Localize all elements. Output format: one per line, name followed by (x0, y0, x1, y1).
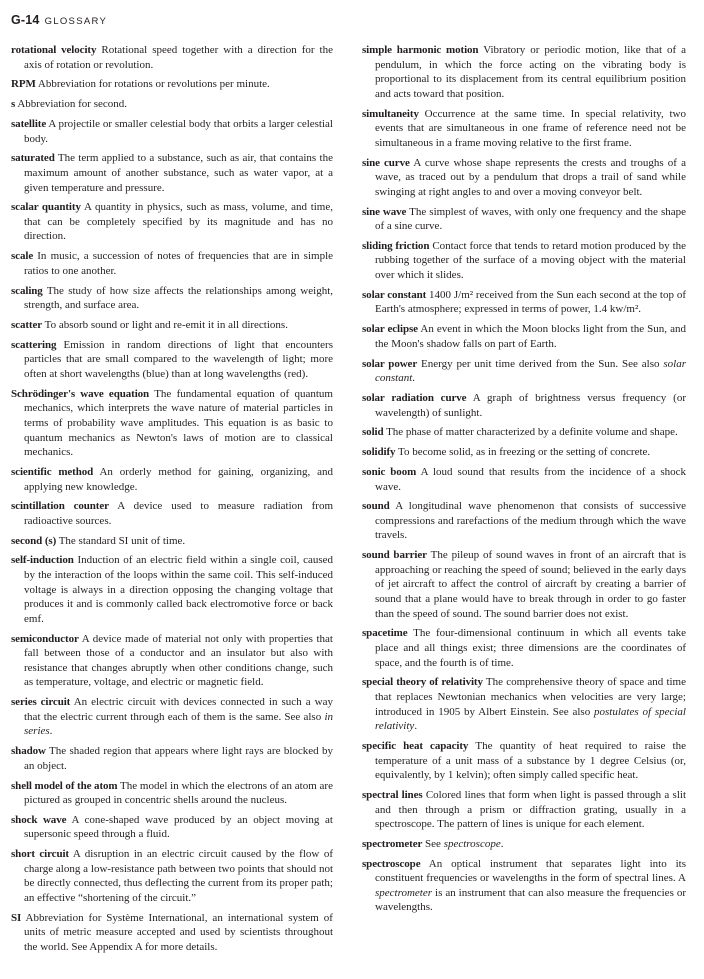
glossary-entry (362, 391, 686, 420)
definition-text: Occurrence at the same time. In special relativity, two events that are simultaneous in one frame of reference need not be simultaneous in a frame moving relative to the first frame. (375, 107, 686, 149)
glossary-definition (24, 152, 333, 193)
glossary-entry (11, 97, 333, 112)
glossary-term: scintillation counter (11, 500, 109, 513)
glossary-term: spectrometer (362, 837, 423, 850)
glossary-term: spectral lines (362, 788, 423, 801)
definition-text: A loud sound that results from the incidence of a shock wave. (375, 465, 686, 493)
glossary-term: scaling (11, 284, 43, 297)
glossary-term: solar constant (362, 288, 427, 301)
glossary-entry (11, 43, 333, 72)
definition-text: The quantity of heat required to raise the temperature of a unit mass of a substance by 1 degree Celsius (or, equivalently, by 1 kelvin); often simply called specific heat. (375, 739, 686, 782)
glossary-entry (11, 284, 333, 313)
glossary-entry (11, 151, 333, 195)
glossary-term: sliding friction (362, 239, 430, 252)
definition-text: The standard SI unit of time. (58, 534, 186, 547)
glossary-term: self-induction (11, 554, 74, 567)
definition-text: . (49, 725, 53, 738)
definition-text: A disruption in an electric circuit caused by the flow of charge along a low-resistance path between two points that should not be directly connected, thus deflecting the current from its proper path; an effective “shortening of the circuit.” (24, 848, 333, 905)
glossary-definition (24, 339, 333, 380)
glossary-term: solar power (362, 357, 418, 370)
definition-text: Vibratory or periodic motion, like that of a pendulum, in which the force acting on the vibrating body is proportional to its displacement from its central equilibrium position and acts toward that position. (375, 44, 687, 100)
glossary-term: series circuit (11, 696, 71, 709)
glossary-definition (24, 814, 333, 841)
definition-text: Colored lines that form when light is passed through a slit and then through a prism or diffraction grating, usually in a spectroscope. The pattern of lines is unique for each element. (375, 788, 686, 831)
definition-text: . (500, 837, 504, 850)
glossary-term: rotational velocity (11, 44, 97, 56)
glossary-term: solar radiation curve (362, 391, 467, 404)
glossary-entry (362, 445, 686, 460)
definition-text: An event in which the Moon blocks light from the Sun, and the Moon's shadow falls on part of Earth. (375, 323, 686, 350)
glossary-entry (362, 837, 686, 852)
glossary-term: sound (362, 500, 390, 513)
glossary-term: scatter (11, 319, 43, 331)
glossary-entry (362, 499, 686, 543)
definition-text: The term applied to a substance, such as air, that contains the maximum amount of another substance, such as water vapor, at a given temperature and pressure. (24, 152, 333, 194)
definition-text: An orderly method for gaining, organizing, and applying new knowledge. (24, 465, 333, 493)
glossary-entry (11, 632, 333, 690)
glossary-definition (17, 98, 127, 110)
definition-text: Induction of an electric field within a single coil, caused by the interaction of the loops within the same coil. This self-induced voltage is always in a direction opposing the changing voltage that produces it and is commonly called back electromotive force or back emf. (24, 554, 333, 625)
glossary-entry (11, 499, 333, 528)
glossary-term: scientific method (11, 465, 94, 478)
definition-text: Energy per unit time derived from the Sun. See also (421, 357, 664, 370)
definition-text: The shaded region that appears where light rays are blocked by an object. (24, 745, 333, 772)
definition-text: To absorb sound or light and re-emit it in all directions. (44, 319, 288, 331)
glossary-entry (11, 911, 333, 955)
glossary-term: short circuit (11, 848, 69, 861)
glossary-term: sound barrier (362, 549, 427, 562)
glossary-entry (11, 695, 333, 739)
definition-text: Abbreviation for second. (17, 98, 128, 111)
glossary-definition (375, 500, 686, 541)
glossary-term: scalar quantity (11, 201, 81, 214)
definition-text: 1400 J/m² received from the Sun each second at the top of Earth's atmosphere; expressed in terms of power, 1.4 kw/m². (375, 288, 686, 316)
glossary-entry (11, 318, 333, 333)
cross-reference: spectrometer (375, 886, 433, 899)
glossary-term: solar eclipse (362, 323, 418, 336)
definition-text: A quantity in physics, such as mass, volume, and time, that can be completely specified by its magnitude and has no direction. (24, 201, 333, 243)
definition-text: The four-dimensional continuum in which all events take place and all things exist; three dimensions are the coordinates of space, and the fourth is of time. (375, 627, 687, 669)
glossary-entry (362, 322, 686, 351)
glossary-term: simple harmonic motion (362, 44, 479, 56)
page-header (11, 11, 107, 27)
glossary-entry (362, 739, 686, 783)
section-title: GLOSSARY (44, 16, 108, 27)
glossary-entry (11, 553, 333, 626)
definition-text: is an instrument that can also measure the frequencies or wavelengths. (375, 886, 686, 914)
definition-text: The simplest of waves, with only one frequency and the shape of a sine curve. (375, 205, 687, 233)
definition-text: . (414, 720, 418, 733)
glossary-definition (386, 426, 678, 438)
definition-text: Abbreviation for Système International, an international system of units of metric measure accepted and used by scientists throughout the world. See Appendix A for more details. (24, 911, 333, 953)
glossary-definition (375, 206, 686, 233)
glossary-term: RPM (11, 78, 36, 91)
glossary-entry (11, 200, 333, 244)
definition-text: An optical instrument that separates light into its constituent frequencies or wavelengths in the form of spectral lines. A (375, 857, 686, 885)
glossary-term: spacetime (362, 627, 408, 640)
glossary-term: shadow (11, 745, 46, 758)
cross-reference: solar constant (375, 357, 687, 385)
glossary-definition (24, 696, 333, 737)
definition-text: See (425, 837, 444, 850)
glossary-definition (375, 858, 686, 914)
glossary-entry (362, 156, 686, 200)
cross-reference: postulates of special relativity (375, 705, 686, 733)
glossary-term: solid (362, 426, 384, 439)
glossary-term: saturated (11, 152, 55, 165)
glossary-entry (11, 387, 333, 460)
definition-text: Abbreviation for rotations or revolutions per minute. (37, 78, 270, 91)
glossary-entry (362, 425, 686, 440)
left-column (11, 43, 333, 960)
glossary-entry (11, 249, 333, 278)
glossary-entry (11, 465, 333, 494)
glossary-term: satellite (11, 117, 47, 130)
glossary-entry (11, 534, 333, 549)
definition-text: An electric circuit with devices connected in such a way that the electric current through each of them is the same. See also (24, 696, 333, 723)
glossary-entry (362, 288, 686, 317)
definition-text: A device made of material not only with properties that fall between those of a conductor and an insulator but also with resistance that changes abruptly when other conditions change, such as temperature, voltage, and electric or magnetic field. (24, 632, 333, 689)
glossary-entry (11, 338, 333, 382)
glossary-entry (11, 744, 333, 773)
definition-text: . (412, 372, 416, 385)
definition-text: The pileup of sound waves in front of an aircraft that is approaching or reaching the speed of sound; believed in the early days of jet aircraft to affect the control of aircraft by creating a barrier of sound that a plane would have to break through in order to go faster than the speed of sound. The sound barrier does not exist. (375, 549, 687, 620)
definition-text: Emission in random directions of light that encounters particles that are small compared to the wavelength of light; more often at short wavelengths (blue) than at long wavelengths (red). (24, 338, 333, 380)
definition-text: The phase of matter characterized by a definite volume and shape. (386, 426, 678, 439)
glossary-entry (362, 465, 686, 494)
definition-text: Rotational speed together with a direction for the axis of rotation or revolution. (24, 44, 334, 71)
page-number: G-14 (11, 13, 40, 27)
glossary-definition (38, 78, 270, 90)
glossary-term: scattering (11, 338, 57, 351)
definition-text: Contact force that tends to retard motion produced by the rubbing together of the surface of a moving object with the material over which it slides. (375, 239, 687, 282)
glossary-term: spectroscope (362, 857, 421, 870)
cross-reference: spectroscope (443, 837, 501, 850)
glossary-term: sine wave (362, 205, 407, 218)
glossary-definition (24, 848, 333, 904)
glossary-definition (425, 838, 503, 850)
glossary-definition (398, 446, 650, 458)
glossary-term: sine curve (362, 156, 410, 169)
glossary-entry (362, 548, 686, 621)
glossary-term: Schrödinger's wave equation (11, 387, 150, 400)
definition-text: A device used to measure radiation from radioactive sources. (24, 500, 333, 527)
glossary-definition (375, 466, 686, 493)
glossary-definition (375, 358, 686, 385)
glossary-term: simultaneity (362, 107, 419, 120)
glossary-entry (362, 857, 686, 915)
glossary-entry (11, 847, 333, 905)
glossary-term: s (11, 98, 16, 111)
glossary-entry (11, 117, 333, 146)
glossary-definition (59, 535, 185, 547)
glossary-entry (362, 357, 686, 386)
glossary-term: specific heat capacity (362, 739, 469, 752)
glossary-definition (24, 250, 333, 277)
glossary-term: shock wave (11, 813, 67, 826)
glossary-entry (362, 205, 686, 234)
glossary-term: special theory of relativity (362, 676, 483, 689)
glossary-term: semiconductor (11, 632, 79, 645)
definition-text: A curve whose shape represents the crests and troughs of a wave, as traced out by a pendulum that drops a trail of sand while swinging at right angles to and over a moving conveyor belt. (375, 156, 686, 198)
glossary-term: sonic boom (362, 465, 417, 478)
glossary-definition (375, 157, 686, 198)
glossary-entry (11, 813, 333, 842)
glossary-term: SI (11, 911, 22, 924)
definition-text: The fundamental equation of quantum mechanics, which interprets the wave nature of material particles in terms of probability wave amplitudes. This equation is as basic to quantum mechanics as Newton's laws of motion are to classical mechanics. (24, 387, 333, 459)
glossary-definition (375, 323, 686, 350)
right-column (362, 43, 686, 920)
definition-text: To become solid, as in freezing or the setting of concrete. (398, 446, 651, 459)
glossary-term: solidify (362, 446, 396, 459)
glossary-entry (362, 239, 686, 283)
definition-text: A projectile or smaller celestial body that orbits a larger celestial body. (24, 117, 333, 145)
glossary-entry (362, 788, 686, 832)
definition-text: In music, a succession of notes of frequencies that are in simple ratios to one another. (24, 250, 334, 277)
glossary-term: scale (11, 250, 34, 263)
glossary-definition (24, 118, 333, 145)
glossary-definition (375, 108, 686, 149)
definition-text: The comprehensive theory of space and time that replaces Newtonian mechanics when velocities are very large; introduced in 1905 by Albert Einstein. See also (375, 676, 686, 718)
definition-text: A cone-shaped wave produced by an object moving at supersonic speed through a fluid. (24, 813, 333, 841)
glossary-entry (362, 107, 686, 151)
definition-text: The model in which the electrons of an atom are pictured as grouped in concentric shells around the nucleus. (24, 779, 333, 807)
glossary-entry (362, 626, 686, 670)
glossary-definition (24, 912, 333, 953)
glossary-term: second (s) (11, 534, 57, 547)
glossary-entry (11, 77, 333, 92)
glossary-term: shell model of the atom (11, 779, 118, 792)
glossary-entry (362, 43, 686, 101)
glossary-definition (24, 285, 333, 312)
glossary-definition (375, 627, 686, 668)
glossary-entry (362, 675, 686, 733)
glossary-definition (45, 319, 288, 331)
definition-text: The study of how size affects the relationships among weight, strength, and surface area. (24, 284, 333, 312)
cross-reference: in series (24, 710, 333, 738)
definition-text: A longitudinal wave phenomenon that consists of successive compressions and rarefactions of the medium through which the wave travels. (375, 500, 686, 542)
definition-text: A graph of brightness versus frequency (or wavelength) of sunlight. (375, 391, 686, 419)
glossary-definition (24, 745, 333, 772)
glossary-entry (11, 779, 333, 808)
